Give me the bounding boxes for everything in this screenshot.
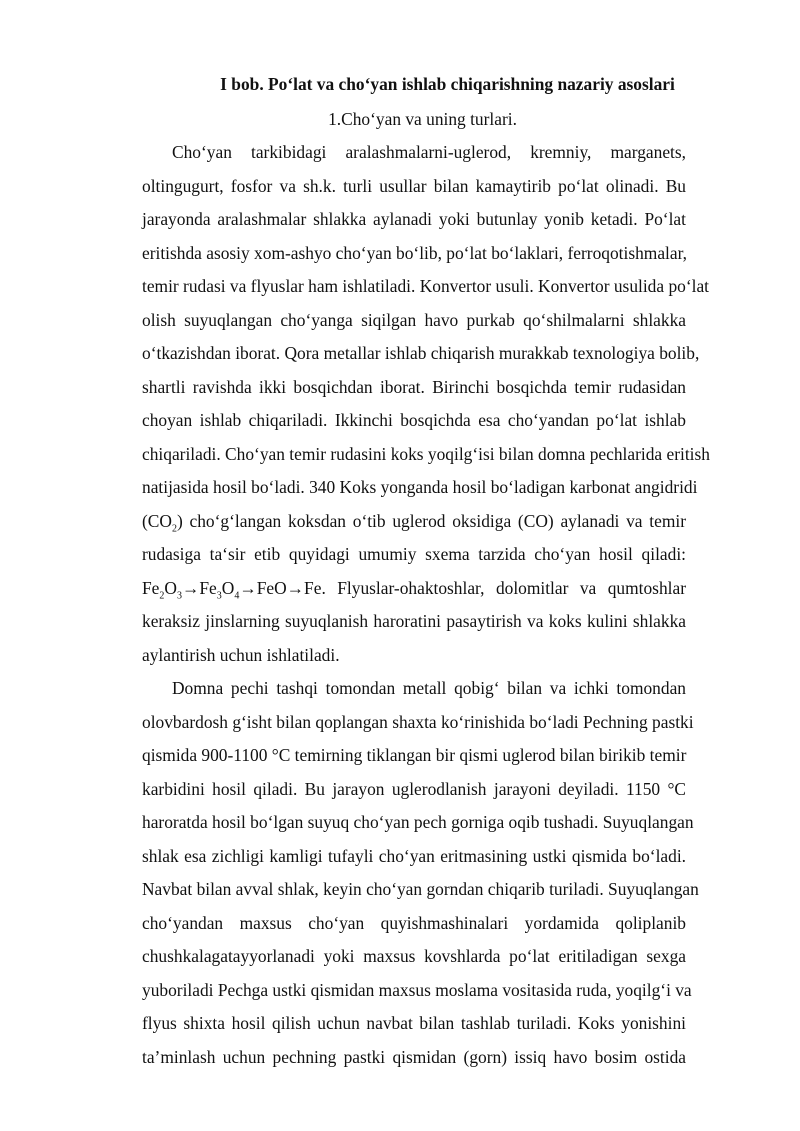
formula-sub: 4 [234,589,240,601]
formula-arrow-fe: →Fe [181,577,217,598]
text-line: Cho‘yan tarkibidagi aralashmalarni-uglerod, kremniy, marganets, [172,142,686,162]
text-line: temir rudasi va flyuslar ham ishlatiladi. Konvertor usuli. Konvertor usulida po‘lat [142,276,710,296]
text-line: shartli ravishda ikki bosqichdan iborat. Birinchi bosqichda temir rudasidan [142,376,686,397]
formula-o: O [164,577,177,598]
co2-subscript: 2 [171,522,177,534]
text-line: keraksiz jinslarning suyuqlanish haroratini pasaytirish va koks kulini shlakka [142,611,686,631]
formula-o: O [221,577,235,598]
text-line: yuboriladi Pechga ustki qismidan maxsus moslama vositasida ruda, yoqilg‘i va [142,979,692,1000]
formula-fe: Fe [142,577,160,598]
text-line: rudasiga ta‘sir etib quyidagi umumiy sxema tarzida cho‘yan hosil qiladi: [142,544,686,564]
text-line: Navbat bilan avval shlak, keyin cho‘yan gorndan chiqarib turiladi. Suyuqlangan [142,879,699,899]
formula-sub: 2 [159,589,165,601]
formula-sub: 3 [216,589,222,601]
text-line: choyan ishlab chiqariladi. Ikkinchi bosqichda esa cho‘yandan po‘lat ishlab [142,410,686,430]
text-line: eritishda asosiy xom-ashyo cho‘yan bo‘lib, po‘lat bo‘laklari, ferroqotishmalar, [142,242,688,263]
text-line: shlak esa zichligi kamligi tufayli cho‘yan eritmasining ustki qismida bo‘ladi. [142,845,686,866]
text-line: natijasida hosil bo‘ladi. 340 Koks yonganda hosil bo‘ladigan karbonat angidridi [142,477,698,497]
text-line: olish suyuqlangan cho‘yanga siqilgan havo purkab qo‘shilmalarni shlakka [142,309,686,330]
formula-rest: →FeO→Fe. Flyuslar-ohaktoshlar, dolomitlar va qumtoshlar [239,577,686,598]
co2-part-a: (CO [142,510,172,531]
co2-text-line [142,505,686,539]
formula-sub: 3 [176,589,182,601]
text-line: o‘tkazishdan iborat. Qora metallar ishlab chiqarish murakkab texnologiya bolib, [142,343,700,363]
text-line: oltingugurt, fosfor va sh.k. turli usullar bilan kamaytirib po‘lat olinadi. Bu [142,175,686,196]
body-text [142,136,710,1074]
text-line: karbidini hosil qiladi. Bu jarayon uglerodlanish jarayoni deyiladi. 1150 °C [142,778,686,799]
text-line: cho‘yandan maxsus cho‘yan quyishmashinalari yordamida qoliplanib [142,912,686,933]
section-title: 1.Cho‘yan va uning turlari. [328,109,517,129]
text-line: qismida 900-1100 °C temirning tiklangan bir qismi uglerod bilan birikib temir [142,745,687,765]
text-line: chiqariladi. Cho‘yan temir rudasini koks yoqilg‘isi bilan domna pechlarida eritish [142,443,710,464]
text-line: jarayonda aralashmalar shlakka aylanadi yoki butunlay yonib ketadi. Po‘lat [142,209,686,229]
chapter-title: I bob. Po‘lat va cho‘yan ishlab chiqarishning nazariy asoslari [220,74,675,94]
text-line: Domna pechi tashqi tomondan metall qobig‘ bilan va ichki tomondan [172,678,686,698]
text-line: flyus shixta hosil qilish uchun navbat bilan tashlab turiladi. Koks yonishini [142,1013,686,1033]
co2-part-b: ) cho‘g‘langan koksdan o‘tib uglerod oksidiga (CO) aylanadi va temir [176,510,686,531]
text-line: ta’minlash uchun pechning pastki qismidan (gorn) issiq havo bosim ostida [142,1046,686,1067]
formula-text-line [142,572,686,606]
text-line: haroratda hosil bo‘lgan suyuq cho‘yan pech gorniga oqib tushadi. Suyuqlangan [142,812,694,832]
text-line: aylantirish uchun ishlatiladi. [142,644,340,665]
text-line: olovbardosh g‘isht bilan qoplangan shaxta ko‘rinishida bo‘ladi Pechning pastki [142,711,694,732]
text-line: chushkalagatayyorlanadi yoki maxsus kovshlarda po‘lat eritiladigan sexga [142,946,686,966]
